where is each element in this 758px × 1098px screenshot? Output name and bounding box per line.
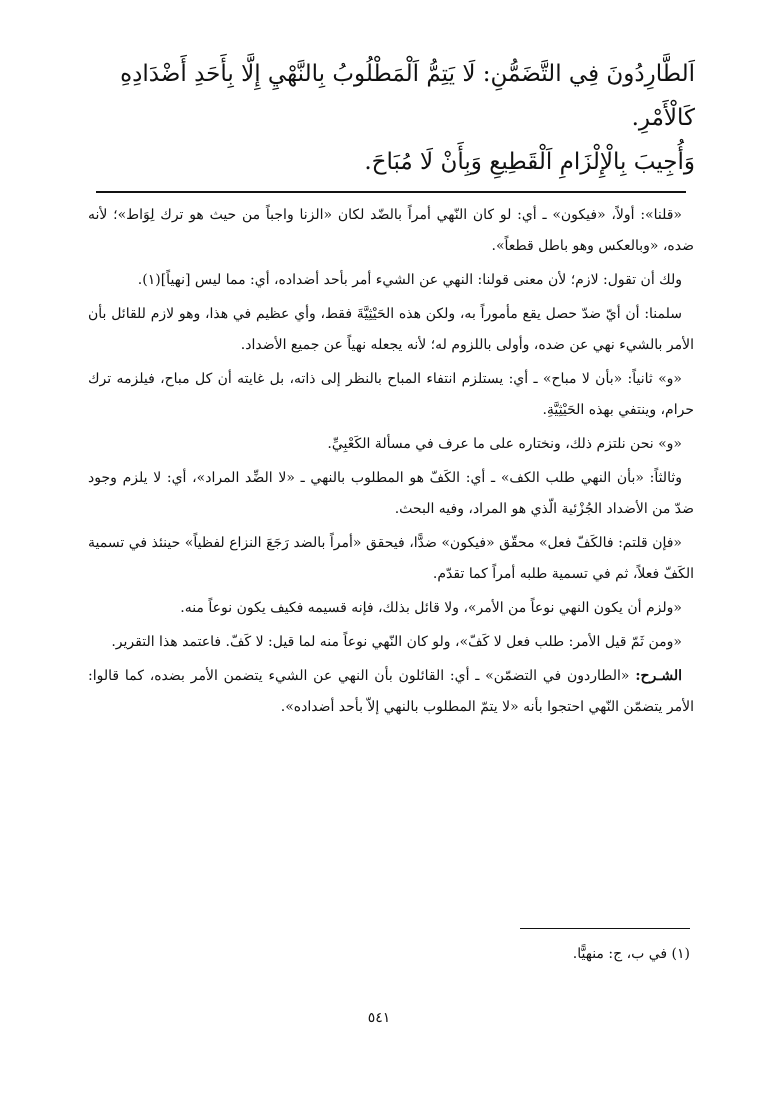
commentary-paragraph-6: وثالثاً: «بأن النهي طلب الكف» ـ أي: الكَفّ هو المطلوب بالنهي ـ «لا الضِّد المراد»، أي: لا يلزم وجود ضدّ من الأضداد الجُزْئية الّذي هو المراد، وفيه البحث.	[88, 470, 694, 517]
commentary-paragraph-10	[88, 661, 694, 723]
footnote: (١) في ب، ج: منهيًّا.	[572, 946, 690, 962]
commentary-block	[88, 200, 694, 726]
commentary-paragraph-10-text: «الطاردون في التضمّن» ـ أي: القائلون بأن النهي عن الشيء يتضمن الأمر بضده، كما قالوا: الأمر يتضمّن النّهي احتجوا بأنه «لا يتمّ المطلوب بالنهي إلاّ بأحد أضداده».	[88, 668, 694, 715]
commentary-paragraph-9: «ومن ثَمّ قيل الأمر: طلب فعل لا كَفّ»، ولو كان النّهي نوعاً منه لما قيل: لا كَفّ. فاعتمد هذا التقرير.	[111, 634, 682, 650]
matn-text-block	[95, 52, 695, 184]
commentary-paragraph-1: «قلنا»: أولاً، «فيكون» ـ أي: لو كان النّهي أمراً بالضّد لكان «الزنا واجباً من حيث هو ترك لِوَاط»؛ لأنه ضده، «وبالعكس وهو باطل قطعاً».	[88, 207, 694, 254]
commentary-paragraph-4: «و» ثانياً: «بأن لا مباح» ـ أي: يستلزم انتفاء المباح بالنظر إلى ذاته، بل غايته أن كل مباح، فيلزمه ترك حرام، وينتفي بهذه الحَيْثِيَّةِ.	[88, 371, 694, 418]
commentary-paragraph-3: سلمنا: أن أيّ ضدّ حصل يقع مأموراً به، ولكن هذه الحَيْثِيَّةَ فقط، وأي عظيم في هذا، وهو لازم للقائل بأن الأمر بالشيء نهي عن ضده، وأولى باللزوم له؛ لأنه يجعله نهياً عن جميع الأضداد.	[88, 306, 694, 353]
commentary-paragraph-8: «ولزم أن يكون النهي نوعاً من الأمر»، ولا قائل بذلك، فإنه قسيمه فكيف يكون نوعاً منه.	[180, 600, 682, 616]
matn-separator-line	[96, 191, 686, 193]
commentary-paragraph-7: «فإن قلتم: فالكَفّ فعل» محقّق «فيكون» ضدًّا، فيحقق «أمراً بالضد رَجَعَ النزاع لفظياً» حينئذ في تسمية الكَفّ فعلاً، ثم في تسمية طلبه أمراً كما تقدّم.	[88, 535, 694, 582]
footnote-separator-line	[520, 928, 690, 929]
matn-line-2: كَالْأَمْرِ.	[631, 105, 695, 131]
matn-line-1: اَلطَّارِدُونَ فِي التَّضَمُّنِ: لَا يَتِمُّ اَلْمَطْلُوبُ بِالنَّهْيِ إِلَّا بِأَحَدِ أَضْدَادِهِ	[120, 61, 695, 87]
matn-line-3: وَأُجِيبَ بِالْإِلْزَامِ اَلْقَطِيعِ وَبِأَنْ لَا مُبَاحَ.	[364, 149, 695, 175]
commentary-paragraph-5: «و» نحن نلتزم ذلك، ونختاره على ما عرف في مسألة الكَعْبِيِّ.	[327, 436, 682, 452]
sharh-label: الشـرح:	[635, 668, 682, 684]
page-number: ٥٤١	[367, 1010, 391, 1026]
commentary-paragraph-2: ولك أن تقول: لازم؛ لأن معنى قولنا: النهي عن الشيء أمر بأحد أضداده، أي: مما ليس [نهياً](١).	[137, 272, 682, 288]
